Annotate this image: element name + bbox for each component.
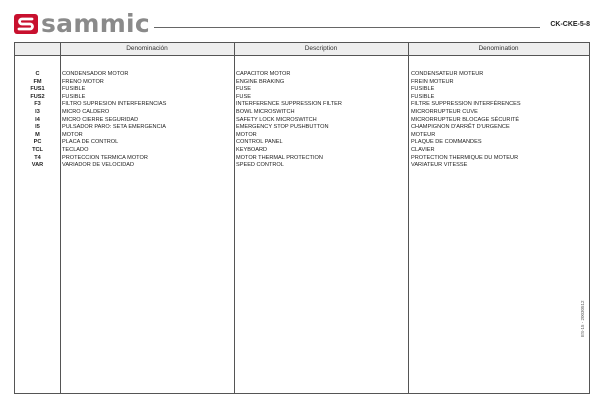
row-es: VARIADOR DE VELOCIDAD: [62, 162, 135, 169]
row-fr: CHAMPIGNON D'ARRÊT D'URGENCE: [411, 124, 510, 131]
table-row: [15, 147, 589, 155]
column-header-fr: Denomination: [478, 45, 519, 52]
row-en: MOTOR THERMAL PROTECTION: [236, 154, 323, 161]
sammic-s-mark-icon: [14, 14, 38, 34]
row-fr: VARIATEUR VITESSE: [411, 162, 468, 169]
row-en: INTERFERENCE SUPPRESSION FILTER: [236, 101, 342, 108]
table-row: [15, 132, 589, 140]
table-row: [15, 101, 589, 109]
row-es: PROTECCION TERMICA MOTOR: [62, 154, 148, 161]
table-row: [15, 109, 589, 117]
header-rule: [154, 27, 540, 28]
page-header: [14, 9, 590, 40]
row-code: I5: [35, 124, 40, 131]
row-es: PLACA DE CONTROL: [62, 139, 119, 146]
row-fr: MICRORRUPTEUR CUVE: [411, 108, 478, 115]
row-fr: MOTEUR: [411, 131, 436, 138]
row-en: BOWL MICROSWITCH: [236, 108, 295, 115]
row-fr: CONDENSATEUR MOTEUR: [411, 71, 484, 77]
row-en: MOTOR: [236, 131, 257, 138]
row-en: SPEED CONTROL: [236, 162, 284, 169]
brand-name: sammic: [41, 9, 151, 38]
table-row: [15, 86, 589, 94]
legend-table: [14, 42, 590, 394]
row-code: M: [35, 131, 40, 138]
row-code: FM: [33, 78, 42, 85]
row-fr: FUSIBLE: [411, 93, 435, 100]
column-header-en: Description: [304, 45, 338, 52]
row-fr: FUSIBLE: [411, 86, 435, 93]
row-code: FUS2: [30, 93, 45, 100]
document-code: CK-CKE-5-8: [550, 21, 590, 28]
column-header-es: Denominación: [126, 45, 168, 52]
row-code: T4: [34, 154, 41, 161]
row-code: I4: [35, 116, 40, 123]
row-fr: PROTECTION THERMIQUE DU MOTEUR: [411, 154, 519, 161]
row-es: MICRO CALDERO: [62, 108, 110, 115]
table-row: [15, 71, 589, 79]
row-en: KEYBOARD: [236, 146, 268, 153]
footnote: ES-15 - 20030512: [580, 300, 585, 337]
row-code: TCL: [32, 146, 43, 153]
table-row: [15, 139, 589, 147]
row-en: EMERGENCY STOP PUSHBUTTON: [236, 124, 329, 131]
row-en: CAPACITOR MOTOR: [236, 71, 291, 77]
table-row: [15, 124, 589, 132]
row-code: FUS1: [30, 86, 45, 93]
row-en: ENGINE BRAKING: [236, 78, 285, 85]
table-row: [15, 155, 589, 163]
row-code: I3: [35, 108, 40, 115]
table-row: [15, 162, 589, 170]
row-es: MICRO CIERRE SEGURIDAD: [62, 116, 139, 123]
row-es: FUSIBLE: [62, 93, 86, 100]
row-es: FILTRO SUPRESION INTERFERENCIAS: [62, 101, 167, 108]
row-en: CONTROL PANEL: [236, 139, 283, 146]
row-code: F3: [34, 101, 41, 108]
row-es: FUSIBLE: [62, 86, 86, 93]
table-row: [15, 79, 589, 87]
row-fr: PLAQUE DE COMMANDES: [411, 139, 482, 146]
row-en: SAFETY LOCK MICROSWITCH: [236, 116, 317, 123]
row-en: FUSE: [236, 86, 251, 93]
row-es: PULSADOR PARO: SETA EMERGENCIA: [62, 124, 166, 131]
table-header: [15, 43, 589, 56]
row-code: VAR: [31, 162, 44, 169]
row-code: PC: [33, 139, 42, 146]
row-es: MOTOR: [62, 131, 83, 138]
row-fr: MICRORRUPTEUR BLOCAGE SÉCURITÉ: [411, 116, 520, 123]
row-es: TECLADO: [62, 146, 89, 153]
sammic-logo: [14, 9, 154, 40]
row-fr: FREIN MOTEUR: [411, 78, 454, 85]
row-es: CONDENSADOR MOTOR: [62, 71, 129, 77]
table-body: [15, 71, 589, 170]
row-es: FRENO MOTOR: [62, 78, 104, 85]
row-fr: CLAVIER: [411, 146, 435, 153]
row-code: C: [35, 71, 40, 77]
row-en: FUSE: [236, 93, 251, 100]
row-fr: FILTRE SUPPRESSION INTERFÉRENCES: [411, 101, 521, 108]
